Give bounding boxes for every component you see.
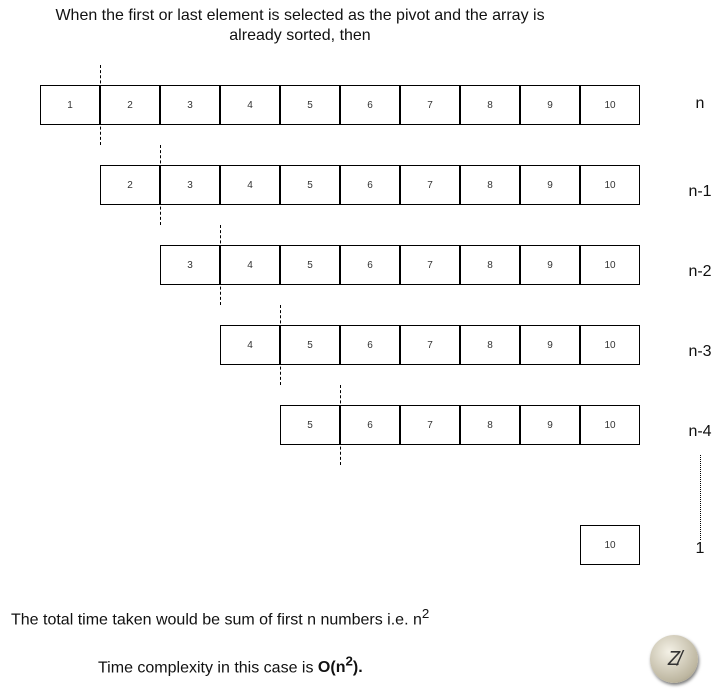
array-cell: 7 (400, 165, 460, 205)
array-cell: 9 (520, 165, 580, 205)
row-size-label: n (695, 95, 705, 112)
array-cell: 8 (460, 85, 520, 125)
array-cell: 2 (100, 85, 160, 125)
pivot-partition-line (100, 65, 101, 145)
sum-superscript: 2 (421, 606, 430, 621)
array-cell: 5 (280, 245, 340, 285)
diagram-title (0, 6, 600, 46)
array-cell: 7 (400, 405, 460, 445)
array-cell: 6 (340, 325, 400, 365)
ellipsis-dotted-line (700, 455, 701, 540)
array-cell: 9 (520, 325, 580, 365)
array-cell: 7 (400, 245, 460, 285)
complexity-prefix: Time complexity in this case is (98, 659, 318, 677)
complexity-superscript: 2 (345, 654, 353, 669)
array-cell: 9 (520, 405, 580, 445)
array-cell: 4 (220, 245, 280, 285)
complexity-text (98, 654, 363, 677)
array-cell: 6 (340, 405, 400, 445)
array-cell: 10 (580, 85, 640, 125)
title-line-2: already sorted, then (229, 27, 371, 44)
row-size-label: n-4 (688, 423, 712, 440)
array-cell: 8 (460, 245, 520, 285)
array-cell: 4 (220, 165, 280, 205)
array-cell: 6 (340, 245, 400, 285)
pivot-partition-line (280, 305, 281, 385)
array-cell: 8 (460, 325, 520, 365)
complexity-bold: O(n (317, 659, 346, 677)
pivot-partition-line (340, 385, 341, 465)
pivot-partition-line (220, 225, 221, 305)
array-cell: 3 (160, 85, 220, 125)
array-cell: 6 (340, 85, 400, 125)
array-cell: 5 (280, 85, 340, 125)
array-cell: 10 (580, 405, 640, 445)
row-size-label: 1 (695, 540, 705, 557)
sum-text (11, 606, 429, 629)
row-size-label: n-3 (688, 343, 712, 360)
row-size-label: n-1 (688, 183, 712, 200)
array-cell: 10 (580, 165, 640, 205)
array-cell: 9 (520, 245, 580, 285)
logo-icon: Z̸ (650, 635, 698, 683)
array-cell: 10 (580, 525, 640, 565)
array-cell: 7 (400, 85, 460, 125)
array-cell: 5 (280, 405, 340, 445)
pivot-partition-line (160, 145, 161, 225)
array-cell: 6 (340, 165, 400, 205)
array-cell: 9 (520, 85, 580, 125)
array-cell: 10 (580, 325, 640, 365)
array-cell: 4 (220, 85, 280, 125)
array-cell: 2 (100, 165, 160, 205)
array-cell: 3 (160, 165, 220, 205)
row-size-label: n-2 (688, 263, 712, 280)
sum-text-main: The total time taken would be sum of first n numbers i.e. n (11, 611, 422, 629)
array-cell: 10 (580, 245, 640, 285)
title-line-1: When the first or last element is selected as the pivot and the array is (55, 7, 545, 24)
array-cell: 3 (160, 245, 220, 285)
array-cell: 1 (40, 85, 100, 125)
array-cell: 4 (220, 325, 280, 365)
array-cell: 8 (460, 405, 520, 445)
array-cell: 8 (460, 165, 520, 205)
array-cell: 5 (280, 165, 340, 205)
complexity-end: ). (352, 659, 363, 677)
array-cell: 7 (400, 325, 460, 365)
array-cell: 5 (280, 325, 340, 365)
